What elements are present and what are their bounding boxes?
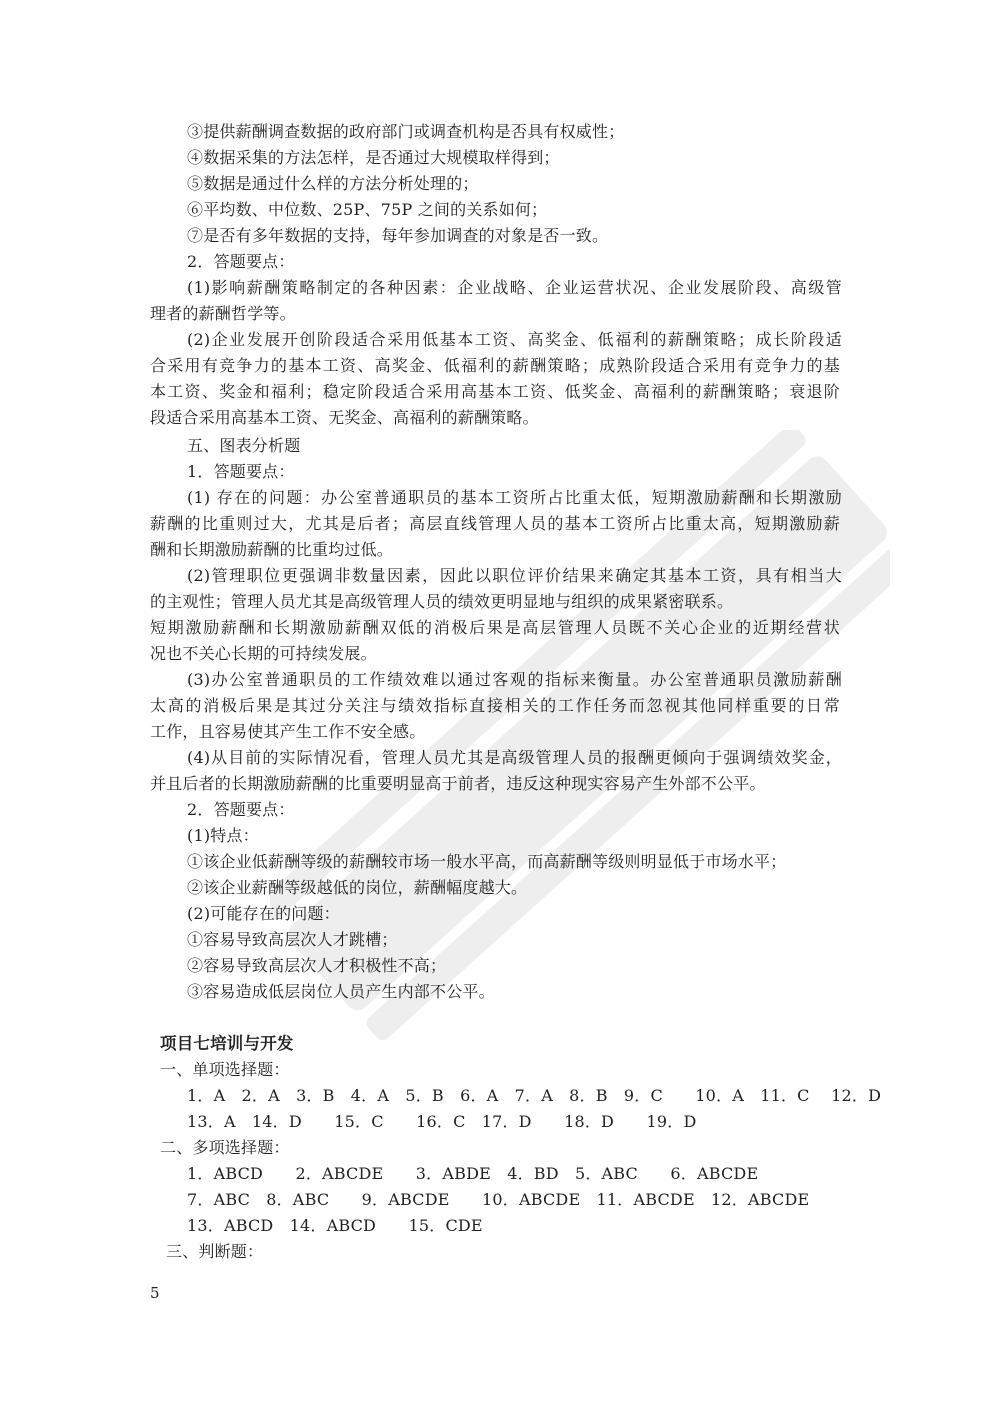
text-line: 合采用有竞争力的基本工资、高奖金、低福利的薪酬策略；成熟阶段适合采用有竞争力的基 — [150, 356, 840, 375]
section-heading: 一、单项选择题： — [160, 1060, 290, 1079]
text-line: 并且后者的长期激励薪酬的比重要明显高于前者，违反这种现实容易产生外部不公平。 — [150, 774, 766, 793]
text-line: 况也不关心长期的可持续发展。 — [150, 644, 377, 663]
text-line: 太高的消极后果是其过分关注与绩效指标直接相关的工作任务而忽视其他同样重要的日常 — [150, 696, 840, 715]
answer-line: 1．A 2．A 3．B 4．A 5．B 6．A 7．A 8．B 9．C 10．A 11．C 12．D — [187, 1086, 882, 1105]
text-line: 本工资、奖金和福利；稳定阶段适合采用高基本工资、低奖金、高福利的薪酬策略；衰退阶 — [150, 382, 840, 401]
text-line: 理者的薪酬哲学等。 — [150, 304, 296, 323]
text-line: ①容易导致高层次人才跳槽； — [187, 930, 398, 949]
text-line: (1)影响薪酬策略制定的各种因素：企业战略、企业运营状况、企业发展阶段、高级管 — [187, 278, 842, 297]
text-line: (2)企业发展开创阶段适合采用低基本工资、高奖金、低福利的薪酬策略；成长阶段适 — [187, 330, 842, 349]
answer-line: 1．ABCD 2．ABCDE 3．ABDE 4．BD 5．ABC 6．ABCDE — [187, 1164, 759, 1183]
text-line: (2)可能存在的问题： — [187, 904, 340, 923]
text-line: 2．答题要点： — [187, 800, 295, 819]
text-line: ④数据采集的方法怎样，是否通过大规模取样得到； — [187, 148, 560, 167]
text-line: ①该企业低薪酬等级的薪酬较市场一般水平高，而高薪酬等级则明显低于市场水平； — [187, 852, 787, 871]
text-line: 短期激励薪酬和长期激励薪酬双低的消极后果是高层管理人员既不关心企业的近期经营状 — [150, 618, 840, 637]
text-line: 工作，且容易使其产生工作不安全感。 — [150, 722, 426, 741]
text-line: (1) 存在的问题：办公室普通职员的基本工资所占比重太低，短期激励薪酬和长期激励 — [187, 488, 842, 507]
text-line: 的主观性；管理人员尤其是高级管理人员的绩效更明显地与组织的成果紧密联系。 — [150, 592, 734, 611]
text-line: 段适合采用高基本工资、无奖金、高福利的薪酬策略。 — [150, 408, 539, 427]
section-heading: 五、图表分析题 — [187, 436, 301, 455]
page-number: 5 — [150, 1284, 160, 1302]
answer-line: 7．ABC 8．ABC 9．ABCDE 10．ABCDE 11．ABCDE 12．ABCDE — [187, 1190, 810, 1209]
text-line: (3)办公室普通职员的工作绩效难以通过客观的指标来衡量。办公室普通职员激励薪酬 — [187, 670, 842, 689]
text-line: ②容易导致高层次人才积极性不高； — [187, 956, 447, 975]
chapter-heading: 项目七培训与开发 — [160, 1034, 294, 1053]
text-line: ⑥平均数、中位数、25P、75P 之间的关系如何； — [187, 200, 548, 219]
answer-line: 13．A 14．D 15．C 16．C 17．D 18．D 19．D — [187, 1112, 697, 1131]
text-line: (1)特点： — [187, 826, 259, 845]
text-line: ③提供薪酬调查数据的政府部门或调查机构是否具有权威性； — [187, 122, 625, 141]
text-line: 1．答题要点： — [187, 462, 295, 481]
text-line: 薪酬的比重则过大，尤其是后者；高层直线管理人员的基本工资所占比重太高，短期激励薪 — [150, 514, 840, 533]
text-line: (2)管理职位更强调非数量因素，因此以职位评价结果来确定其基本工资，具有相当大 — [187, 566, 842, 585]
text-line: 2．答题要点： — [187, 252, 295, 271]
text-line: ⑦是否有多年数据的支持，每年参加调查的对象是否一致。 — [187, 226, 609, 245]
text-line: 酬和长期激励薪酬的比重均过低。 — [150, 540, 394, 559]
section-heading: 二、多项选择题： — [160, 1138, 290, 1157]
section-heading: 三、判断题： — [166, 1242, 264, 1261]
text-line: ③容易造成低层岗位人员产生内部不公平。 — [187, 982, 495, 1001]
text-line: (4)从目前的实际情况看，管理人员尤其是高级管理人员的报酬更倾向于强调绩效奖金， — [187, 748, 842, 767]
text-line: ②该企业薪酬等级越低的岗位，薪酬幅度越大。 — [187, 878, 528, 897]
answer-line: 13．ABCD 14．ABCD 15．CDE — [187, 1216, 483, 1235]
text-line: ⑤数据是通过什么样的方法分析处理的； — [187, 174, 479, 193]
